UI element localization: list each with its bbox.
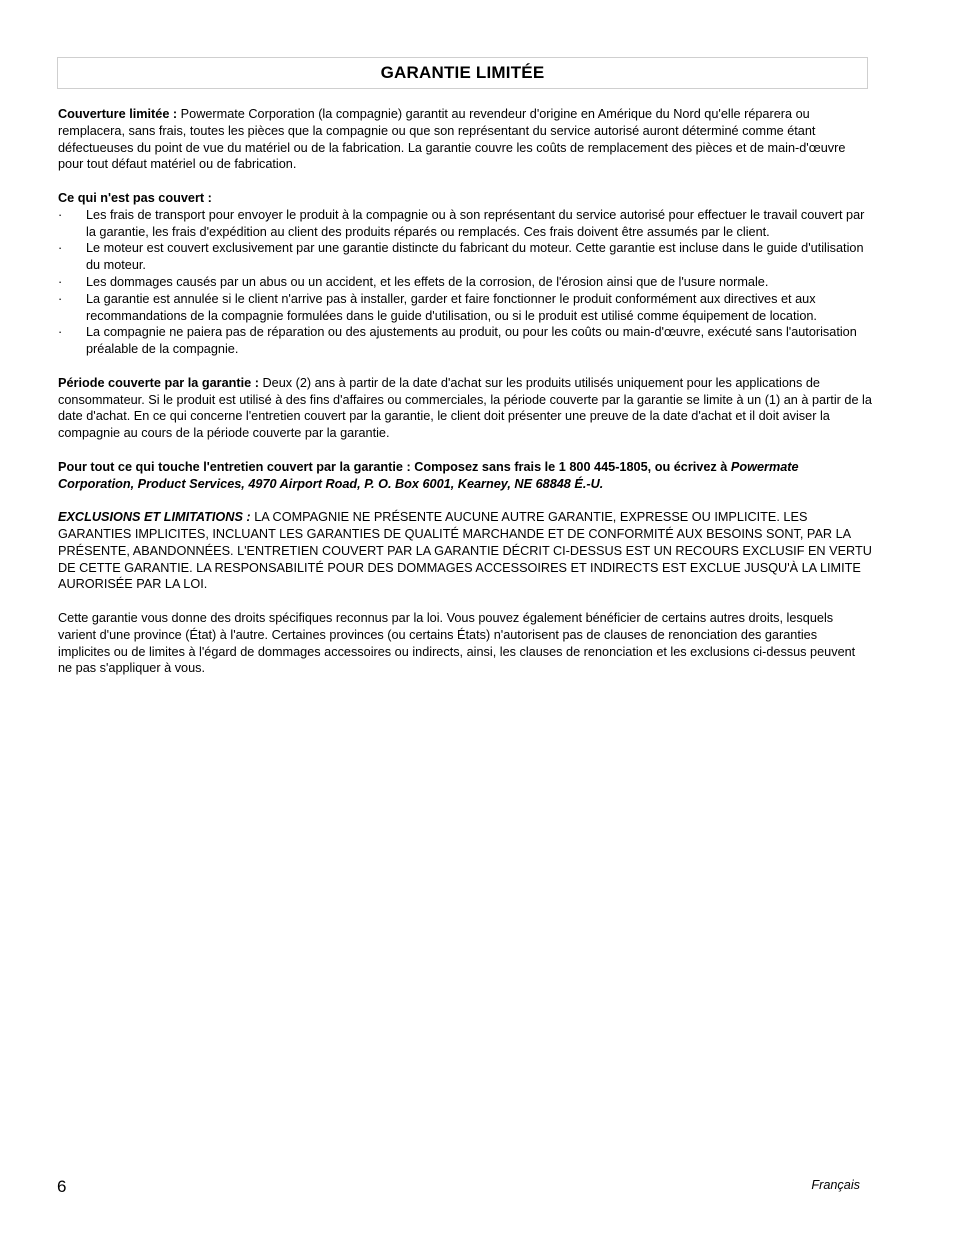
list-item: · Les frais de transport pour envoyer le produit à la compagnie ou à son représentant du service autorisé pour effectuer le travail couvert par la garantie, les frais d'expédition au client des produits réparés ou remplacés. Ces frais doivent être assumés par le client. — [58, 207, 865, 239]
coverage-paragraph — [58, 106, 872, 173]
exclusions-paragraph — [58, 509, 872, 593]
warranty-content — [58, 106, 872, 694]
list-item: · Les dommages causés par un abus ou un accident, et les effets de la corrosion, de l'érosion ainsi que de l'usure normale. — [58, 274, 769, 289]
list-item: · La compagnie ne paiera pas de réparation ou des ajustements au produit, ou pour les coûts ou main-d'œuvre, exécuté sans l'autorisation préalable de la compagnie. — [58, 325, 857, 357]
footer-language: Français — [811, 1178, 860, 1192]
service-address: Powermate Corporation, Product Services, 4970 Airport Road, P. O. Box 6001, Kearney, NE 68848 É.-U. — [58, 459, 799, 491]
bullet-icon: · — [58, 241, 63, 256]
not-covered-list — [58, 207, 872, 358]
page-title: GARANTIE LIMITÉE — [380, 63, 545, 82]
not-covered-heading: Ce qui n'est pas couvert : — [58, 190, 212, 205]
exclusions-label: EXCLUSIONS ET LIMITATIONS : — [58, 510, 251, 525]
service-paragraph — [58, 459, 872, 493]
coverage-text: Powermate Corporation (la compagnie) garantit au revendeur d'origine en Amérique du Nord qu'elle réparera ou remplacera, sans frais, toutes les pièces que la compagnie ou que son représentant du service autorisé auront déterminé comme étant défectueuses du point de vue du matériel ou de la fabrication. La garantie couvre les coûts de remplacement des pièces et de main-d'œuvre pour tout défaut matériel ou de fabrication. — [58, 107, 846, 172]
period-paragraph — [58, 375, 872, 442]
list-item: · La garantie est annulée si le client n'arrive pas à installer, garder et faire fonctionner le produit conformément aux directives et aux recommandations de la compagnie formulées dans le guide d'utilisation, ou si le produit est utilisé comme équipement de location. — [58, 291, 817, 323]
bullet-icon: · — [58, 325, 63, 340]
exclusions-text: LA COMPAGNIE NE PRÉSENTE AUCUNE AUTRE GARANTIE, EXPRESSE OU IMPLICITE. LES GARANTIES IMPLICITES, INCLUANT LES GARANTIES DE QUALITÉ MARCHANDE ET DE CONFORMITÉ AUX BESOINS SONT, PAR LA PRÉSENTE, ABANDONNÉES. L'ENTRETIEN COUVERT PAR LA GARANTIE DÉCRIT CI-DESSUS EST UN RECOURS EXCLUSIF EN VERTU DE CETTE GARANTIE. LA RESPONSABILITÉ POUR DES DOMMAGES ACCESSOIRES ET INDIRECTS EST EXCLUE JUSQU'À LA LIMITE AURORISÉE PAR LA LOI. — [58, 510, 872, 592]
list-item: · Le moteur est couvert exclusivement par une garantie distincte du fabricant du moteur. Cette garantie est incluse dans le guide d'utilisation du moteur. — [58, 241, 864, 273]
title-box — [57, 57, 868, 89]
bullet-icon: · — [58, 207, 63, 222]
service-text: Pour tout ce qui touche l'entretien couvert par la garantie : Composez sans frais le 1 800 445-1805, ou écrivez à — [58, 459, 731, 474]
page-number: 6 — [57, 1177, 67, 1196]
rights-paragraph: Cette garantie vous donne des droits spécifiques reconnus par la loi. Vous pouvez également bénéficier de certains autres droits, lesquels varient d'une province (État) à l'autre. Certaines provinces (ou certains États) n'autorisent pas de clauses de renonciation des garanties implicites ou de limites à l'égard de dommages accessoires ou indirects, ainsi, les clauses de renonciation et les exclusions ci-dessus peuvent ne pas s'appliquer à vous. — [58, 610, 856, 676]
bullet-icon: · — [58, 274, 63, 289]
period-text: Deux (2) ans à partir de la date d'achat sur les produits utilisés uniquement pour les applications de consommateur. Si le produit est utilisé à des fins d'affaires ou commerciales, la période couverte par la garantie se limite à un (1) an à partir de la date d'achat. En ce qui concerne l'entretien couvert par la garantie, le client doit présenter une preuve de la date d'achat et il doit aviser la compagnie au cours de la période couverte par la garantie. — [58, 375, 872, 441]
period-label: Période couverte par la garantie : — [58, 375, 259, 390]
bullet-icon: · — [58, 291, 63, 306]
coverage-label: Couverture limitée : — [58, 107, 178, 121]
